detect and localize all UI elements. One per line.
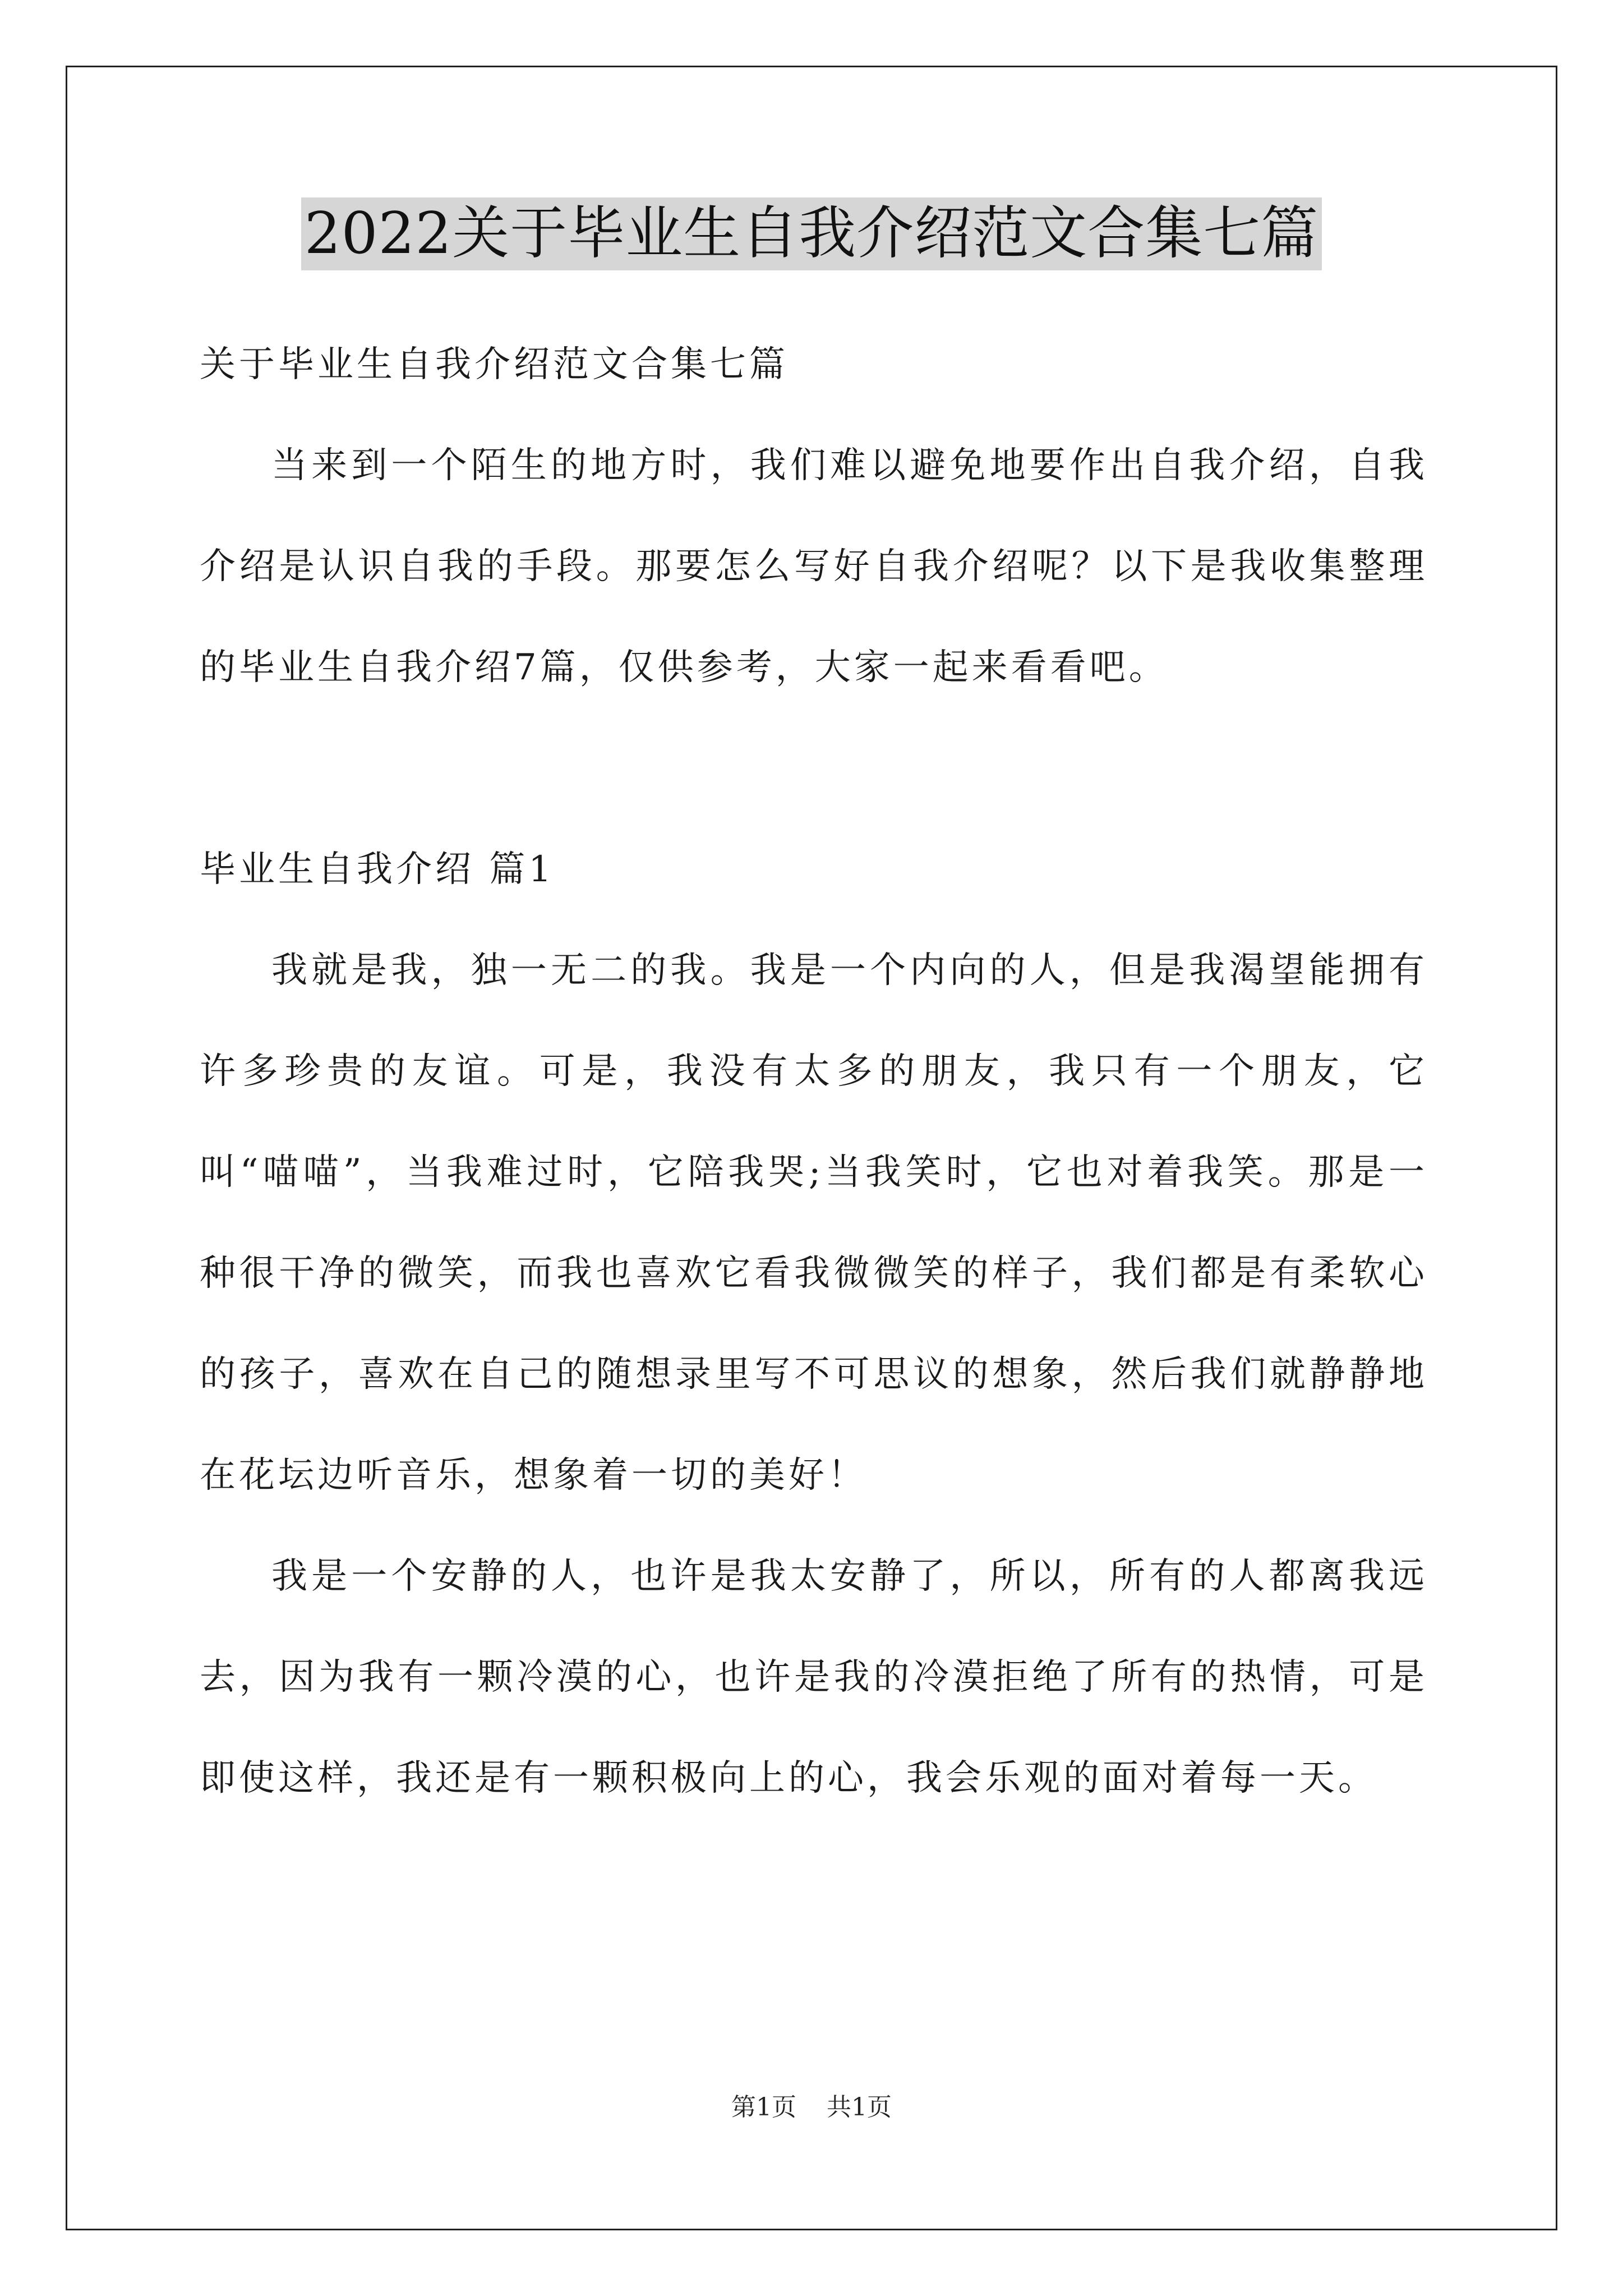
page-footer: [0, 2087, 1623, 2123]
section-paragraph: 我是一个安静的人，也许是我太安静了，所以，所有的人都离我远去，因为我有一颗冷漠的心，也许是我的冷漠拒绝了所有的热情，可是即使这样，我还是有一颗积极向上的心，我会乐观的面对着每一天。: [200, 1556, 1428, 1799]
document-body: [200, 314, 1428, 1829]
section-spacer: [200, 718, 1428, 819]
intro-paragraph: 当来到一个陌生的地方时，我们难以避免地要作出自我介绍，自我介绍是认识自我的手段。那要怎么写好自我介绍呢？以下是我收集整理的毕业生自我介绍7篇，仅供参考，大家一起来看看吧。: [200, 445, 1428, 688]
title-container: [0, 197, 1623, 270]
document-title: 2022关于毕业生自我介绍范文合集七篇: [301, 197, 1322, 270]
document-subtitle: 关于毕业生自我介绍范文合集七篇: [200, 344, 789, 385]
page-number: 第1页: [731, 2093, 796, 2122]
section-paragraph: 我就是我，独一无二的我。我是一个内向的人，但是我渴望能拥有许多珍贵的友谊。可是，我没有太多的朋友，我只有一个朋友，它叫“喵喵”，当我难过时，它陪我哭;当我笑时，它也对着我笑。那是一种很干净的微笑，而我也喜欢它看我微微笑的样子，我们都是有柔软心的孩子，喜欢在自己的随想录里写不可思议的想象，然后我们就静静地在花坛边听音乐，想象着一切的美好！: [200, 950, 1428, 1496]
total-pages: 共1页: [827, 2093, 892, 2122]
section-heading: 毕业生自我介绍 篇1: [200, 849, 555, 890]
